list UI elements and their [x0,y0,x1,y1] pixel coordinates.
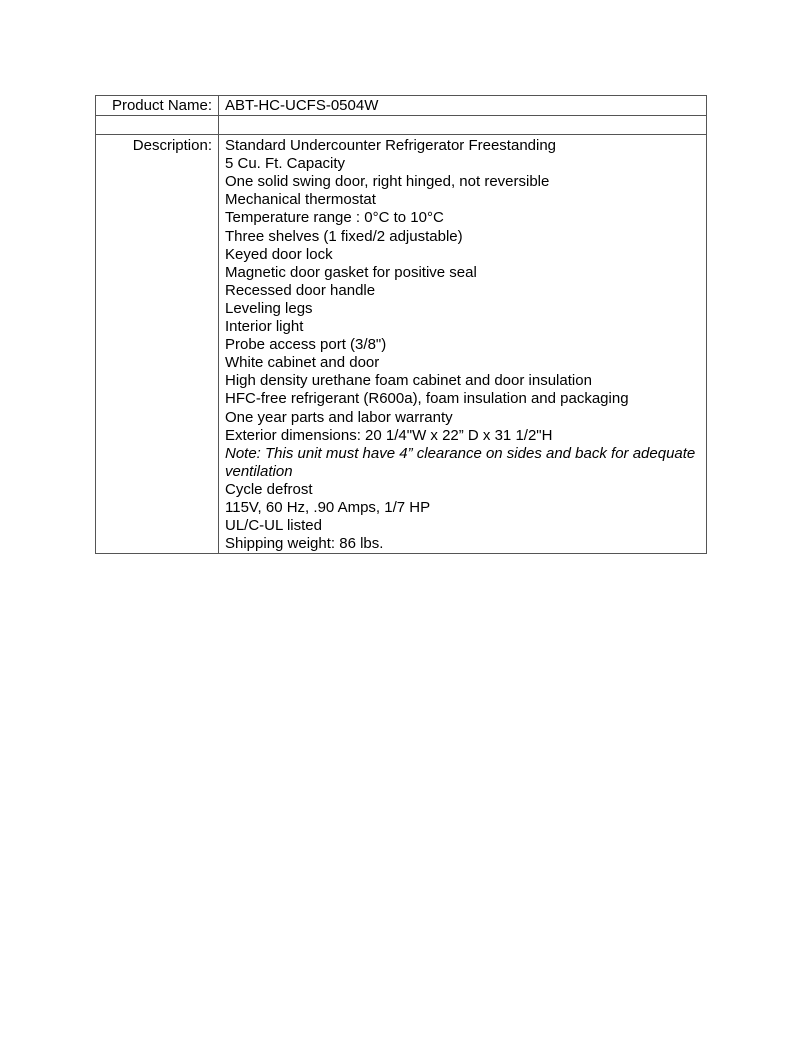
description-line: 115V, 60 Hz, .90 Amps, 1/7 HP [225,498,431,516]
description-line: White cabinet and door [225,354,380,372]
description-line: Temperature range : 0°C to 10°C [225,209,444,227]
description-line: Shipping weight: 86 lbs. [225,535,384,553]
description-line: High density urethane foam cabinet and door insulation [225,372,592,390]
empty-row [96,116,707,135]
description-line: Exterior dimensions: 20 1/4"W x 22” D x 31 1/2"H [225,426,553,444]
description-line: Three shelves (1 fixed/2 adjustable) [225,227,463,245]
description-line: HFC-free refrigerant (R600a), foam insulation and packaging [225,390,629,408]
description-line: Cycle defrost [225,480,313,498]
description-line: Interior light [225,318,304,336]
description-row [96,135,707,554]
product-name-value: ABT-HC-UCFS-0504W [219,96,707,116]
description-line: 5 Cu. Ft. Capacity [225,155,346,173]
description-line: Recessed door handle [225,281,376,299]
description-label: Description: [96,135,219,554]
description-line: Probe access port (3/8") [225,336,387,354]
description-line: Leveling legs [225,299,313,317]
description-line: UL/C-UL listed [225,517,322,535]
empty-cell [219,116,707,135]
description-line: Magnetic door gasket for positive seal [225,263,477,281]
description-line: One year parts and labor warranty [225,408,453,426]
description-note: Note: This unit must have 4” clearance on sides and back for adequate ventilation [225,444,696,480]
description-value [219,135,707,554]
description-line: Mechanical thermostat [225,191,376,209]
empty-cell [96,116,219,135]
product-spec-table [95,95,707,554]
description-line: Keyed door lock [225,245,333,263]
description-line: Standard Undercounter Refrigerator Freestanding [225,137,557,155]
description-line: One solid swing door, right hinged, not reversible [225,173,550,191]
product-name-label: Product Name: [96,96,219,116]
product-name-row [96,96,707,116]
